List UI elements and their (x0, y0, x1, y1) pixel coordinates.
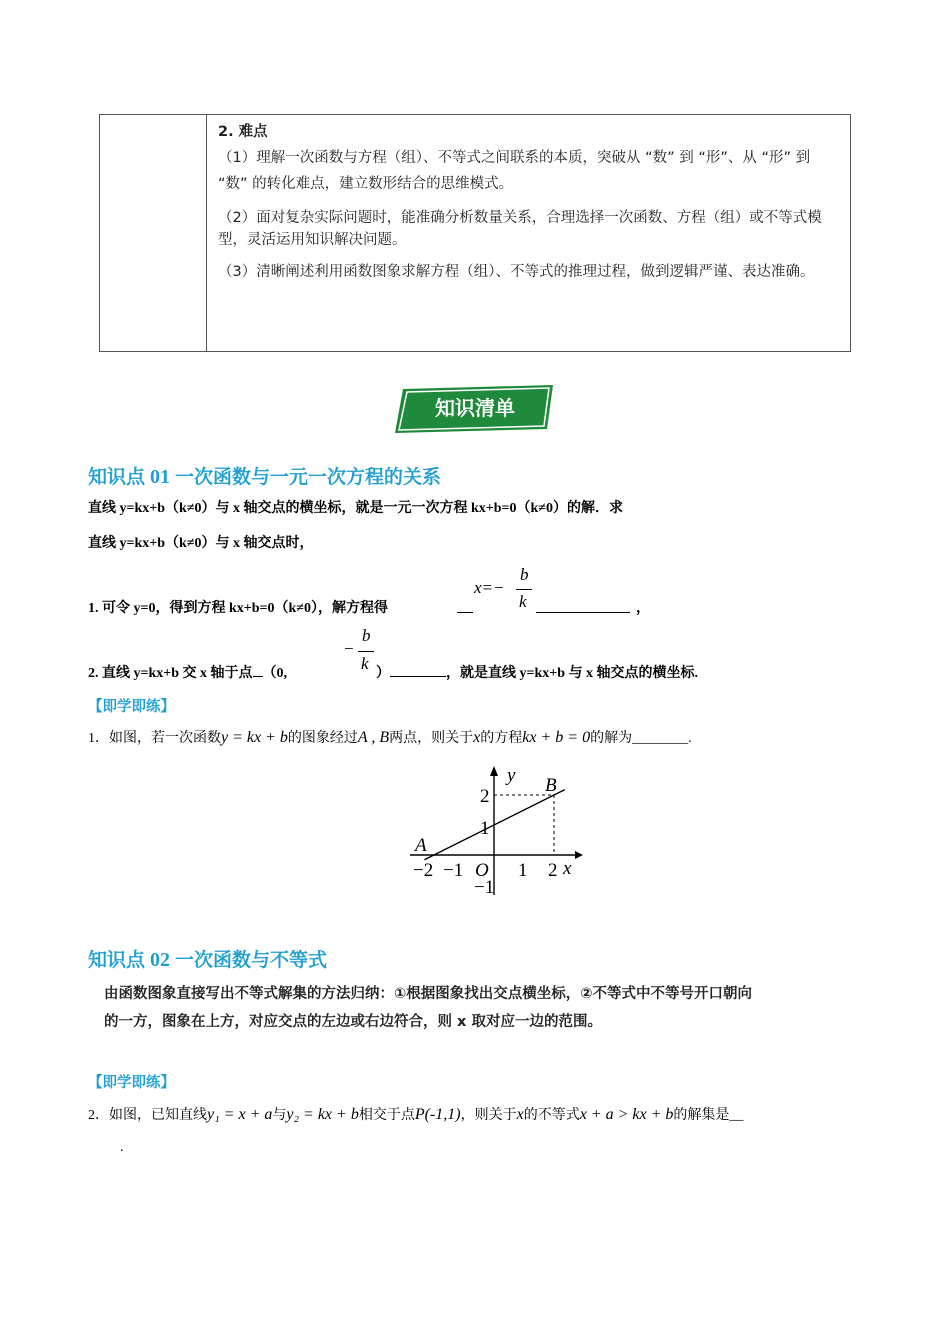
q2-y2: y₂ = kx + b (286, 1106, 359, 1123)
point-b-label: B (545, 775, 557, 796)
x-tick-neg1: −1 (443, 860, 464, 881)
table-divider (206, 115, 207, 351)
q1-text-e: 的解为 (590, 731, 633, 746)
kp1-title-text: 一次函数与一元一次方程的关系 (175, 466, 442, 488)
kp1-step2-tail (376, 662, 698, 682)
x-axis-arrow (575, 851, 583, 859)
q2-text-b: 与 (272, 1108, 287, 1123)
kp1-step2 (88, 662, 287, 682)
step2-formula-den: k (361, 654, 369, 673)
kp1-step2-end: ，就是直线 y=kx+b 与 x 轴交点的横坐标. (446, 666, 699, 681)
q2-text-a: 2．如图，已知直线 (88, 1108, 207, 1123)
kp2-title-prefix: 知识点 (88, 949, 146, 971)
x-tick-2: 2 (548, 860, 558, 881)
difficulty-cell (218, 121, 832, 283)
difficulty-item-1: （1）理解一次函数与方程（组）、不等式之间联系的本质，突破从 “数” 到 “形”、从 “形” 到 “数” 的转化难点，建立数形结合的思维模式。 (218, 150, 811, 192)
kp1-title (88, 462, 441, 489)
q2-text-d: ，则关于 (460, 1108, 517, 1123)
q1-end: . (688, 731, 692, 746)
kp2-title-text: 一次函数与不等式 (175, 949, 328, 971)
step1-formula-left: x=− (474, 578, 505, 597)
kp1-title-prefix: 知识点 (88, 466, 146, 488)
step2-fraction-bar (358, 651, 374, 652)
q2-y1: y₁ = x + a (207, 1106, 273, 1123)
y-tick-neg1: −1 (474, 877, 495, 898)
x-axis-label: x (563, 858, 572, 879)
linear-function-graph (405, 760, 585, 900)
kp2-body-line1: 由函数图象直接写出不等式解集的方法归纳：①根据图象找出交点横坐标，②不等式中不等号开口朝向 (104, 986, 753, 1002)
kp1-step1-end: ， (636, 601, 650, 616)
q1-expr: y = kx + b (221, 729, 288, 746)
point-a-label: A (415, 835, 427, 856)
q1-text-c: 两点，则关于 (389, 731, 474, 746)
y-axis-label: y (507, 765, 516, 786)
kp1-title-num: 01 (150, 466, 171, 488)
question-1 (88, 727, 692, 747)
step1-fraction-bar (516, 589, 532, 590)
q2-var: x (516, 1106, 524, 1123)
kp1-step2-point-close: ） (376, 666, 390, 681)
q2-text-e: 的不等式 (523, 1108, 580, 1123)
origin-label: O (475, 860, 489, 881)
step2-formula-num: b (362, 626, 371, 645)
step1-formula-den: k (519, 592, 527, 611)
q1-points: A , B (357, 729, 390, 746)
y-axis-arrow (490, 766, 498, 776)
difficulty-item-3: （3）清晰阐述利用函数图象求解方程（组）、不等式的推理过程，做到逻辑严谨、表达准确。 (218, 264, 815, 280)
step1-formula-num: b (520, 565, 529, 584)
difficulty-item-2: （2）面对复杂实际问题时，能准确分析数量关系，合理选择一次函数、方程（组）或不等式模型，灵活运用知识解决问题。 (218, 210, 822, 248)
q2-text-c: 相交于点 (358, 1108, 415, 1123)
step2-minus: − (344, 639, 354, 658)
kp2-title-num: 02 (150, 949, 171, 971)
kp1-step2-text: 2. 直线 y=kx+b 交 x 轴于点 (88, 666, 253, 681)
kp2-title (88, 945, 327, 972)
q1-blank: ________ (632, 731, 689, 746)
y-tick-2: 2 (480, 786, 490, 807)
question-2 (88, 1104, 743, 1124)
step1-blank-right (536, 612, 630, 613)
q1-eq: kx + b = 0 (522, 729, 591, 746)
q2-end: . (120, 1140, 124, 1155)
q1-text-d: 的方程 (480, 731, 523, 746)
kp1-step1: 1. 可令 y=0，得到方程 kx+b=0（k≠0），解方程得 (88, 601, 388, 616)
step1-blank-left (457, 612, 473, 613)
practice-tag-1: 【即学即练】 (88, 699, 175, 715)
y-tick-1: 1 (480, 818, 490, 839)
banner-label: 知识清单 (435, 396, 515, 420)
q2-text-f: 的解集是 (673, 1108, 730, 1123)
q2-point: P(-1,1) (414, 1106, 461, 1123)
x-tick-neg2: −2 (413, 860, 434, 881)
q1-var: x (473, 729, 481, 746)
kp1-intro-line2: 直线 y=kx+b（k≠0）与 x 轴交点时， (88, 536, 314, 551)
x-tick-1: 1 (518, 860, 528, 881)
q2-blank: __ (729, 1108, 744, 1123)
objectives-table (99, 114, 851, 352)
kp1-step2-point-open: （0, (262, 666, 288, 681)
q1-text-b: 的图象经过 (287, 731, 358, 746)
q1-text-a: 1．如图，若一次函数 (88, 731, 221, 746)
knowledge-list-banner (393, 383, 557, 435)
kp2-body-line2: 的一方，图象在上方，对应交点的左边或右边符合，则 x 取对应一边的范围。 (104, 1014, 602, 1030)
q2-ineq: x + a > kx + b (579, 1106, 674, 1123)
practice-tag-2: 【即学即练】 (88, 1075, 175, 1091)
difficulty-heading: 2. 难点 (218, 124, 268, 140)
kp1-intro-line1: 直线 y=kx+b（k≠0）与 x 轴交点的横坐标，就是一元一次方程 kx+b=0（k≠0）的解．求 (88, 501, 623, 516)
